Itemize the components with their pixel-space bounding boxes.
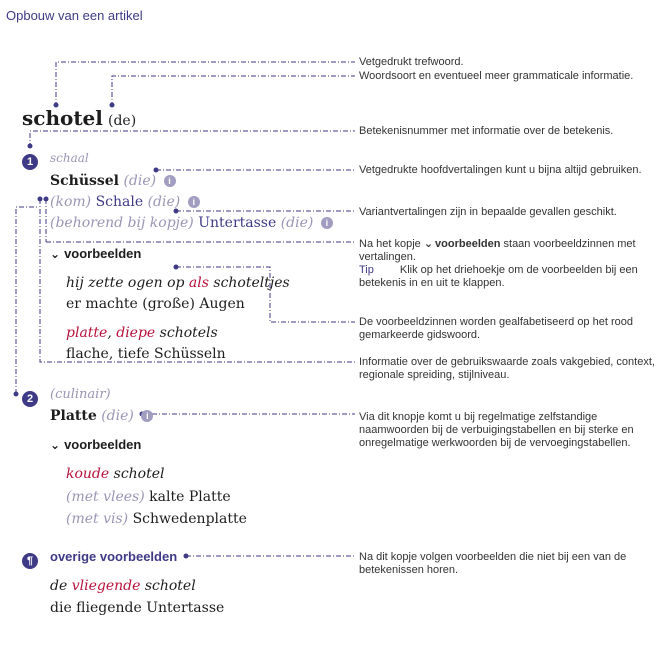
main-translation[interactable]: Platte xyxy=(50,408,97,424)
headword: schotel xyxy=(22,106,103,130)
example-translation: flache, tiefe Schüsseln xyxy=(66,346,226,362)
gender-label: (die) xyxy=(280,215,314,231)
sense-number-2 xyxy=(22,387,38,407)
annotation-pos: Woordsoort en eventueel meer grammaticale informatie. xyxy=(359,70,634,82)
annotation-info-button: Via dit knopje komt u bij regelmatige zelfstandige naamwoorden bij de verbuigingstabellen en bij sterke en onregelmatige werkwoorden bij de vervoegingstabellen. xyxy=(359,411,634,449)
gender-label: (die) xyxy=(123,173,157,189)
examples-label: voorbeelden xyxy=(64,437,142,452)
chevron-down-icon: ⌄ xyxy=(423,237,434,250)
example-sentence xyxy=(66,466,165,482)
page-title: Opbouw van een artikel xyxy=(6,8,143,23)
main-translation-line xyxy=(50,408,153,424)
example-sentence xyxy=(66,275,290,291)
info-icon[interactable]: i xyxy=(141,410,153,422)
examples-label: voorbeelden xyxy=(64,246,142,261)
annotation-usage: Informatie over de gebruikswaarde zoals vakgebied, context, regionale spreiding, stijlniveau. xyxy=(359,356,655,381)
example-line xyxy=(66,511,247,527)
annotation-guideword: De voorbeeldzinnen worden gealfabetiseerd op het rood gemarkeerde gidswoord. xyxy=(359,316,633,341)
usage-label: (met vis) xyxy=(66,511,129,527)
examples-toggle[interactable] xyxy=(50,437,141,452)
usage-label: (culinair) xyxy=(50,387,111,402)
tip-text: Klik op het driehoekje om de voorbeelden bij een betekenis in en uit te klappen. xyxy=(359,264,638,289)
example-text: schoteltjes xyxy=(208,275,290,291)
main-translation[interactable]: Schüssel xyxy=(50,173,119,189)
main-translation-line xyxy=(50,173,176,189)
other-examples-badge xyxy=(22,549,38,569)
annotation-main-translation: Vetgedrukte hoofdvertalingen kunt u bijna altijd gebruiken. xyxy=(359,164,642,176)
example-sentence xyxy=(66,325,218,341)
sense-context: schaal xyxy=(50,151,89,165)
chevron-down-icon[interactable]: ⌄ xyxy=(50,438,61,452)
info-icon[interactable]: i xyxy=(164,175,176,187)
annotation-other-examples: Na dit kopje volgen voorbeelden die niet bij een van de betekenissen horen. xyxy=(359,551,627,576)
example-text: , xyxy=(107,325,117,341)
info-icon[interactable]: i xyxy=(321,217,333,229)
sense-number-badge: 1 xyxy=(22,154,38,170)
guideword: platte xyxy=(66,325,108,341)
annotation-headword: Vetgedrukt trefwoord. xyxy=(359,56,464,68)
example-translation: er machte (große) Augen xyxy=(66,296,245,312)
annotation-examples xyxy=(359,237,667,290)
guideword: diepe xyxy=(116,325,156,341)
annotation-variants: Variantvertalingen zijn in bepaalde gevallen geschikt. xyxy=(359,206,617,218)
info-icon[interactable]: i xyxy=(188,196,200,208)
guideword: als xyxy=(188,275,209,291)
sense-number-badge: 2 xyxy=(22,391,38,407)
example-line xyxy=(66,489,231,505)
gender-label: (die) xyxy=(101,408,134,424)
guideword: koude xyxy=(66,466,110,482)
other-examples-heading[interactable]: overige voorbeelden xyxy=(50,549,178,564)
example-translation: kalte Platte xyxy=(149,489,231,505)
annotation-text: staan voorbeeldzinnen met vertalingen. xyxy=(359,238,636,263)
chevron-down-icon[interactable]: ⌄ xyxy=(50,247,61,261)
annotation-text: Na het kopje xyxy=(359,238,424,250)
part-of-speech: (de) xyxy=(107,113,137,129)
variant-label: (kom) xyxy=(50,194,92,210)
example-text: de xyxy=(50,578,72,594)
example-text: schotel xyxy=(109,466,165,482)
annotation-sense-number: Betekenisnummer met informatie over de betekenis. xyxy=(359,125,614,137)
variant-translation-line xyxy=(50,194,200,210)
guideword: vliegende xyxy=(71,578,141,594)
variant-translation[interactable]: Schale xyxy=(95,194,144,210)
headword-line xyxy=(22,106,136,130)
example-text: schotels xyxy=(155,325,218,341)
variant-translation-line xyxy=(50,215,333,231)
variant-label: (behorend bij kopje) xyxy=(50,215,194,231)
tip-label: Tip xyxy=(359,264,374,276)
annotation-bold: voorbeelden xyxy=(435,238,501,250)
usage-label: (met vlees) xyxy=(66,489,145,505)
example-text: hij zette ogen op xyxy=(66,275,189,291)
example-translation: die fliegende Untertasse xyxy=(50,600,225,616)
variant-translation[interactable]: Untertasse xyxy=(198,215,277,231)
pilcrow-icon: ¶ xyxy=(22,553,38,569)
example-sentence xyxy=(50,578,196,594)
sense-number-1 xyxy=(22,150,38,170)
example-translation: Schwedenplatte xyxy=(132,511,247,527)
gender-label: (die) xyxy=(147,194,181,210)
example-text: schotel xyxy=(140,578,196,594)
examples-toggle[interactable] xyxy=(50,246,141,261)
